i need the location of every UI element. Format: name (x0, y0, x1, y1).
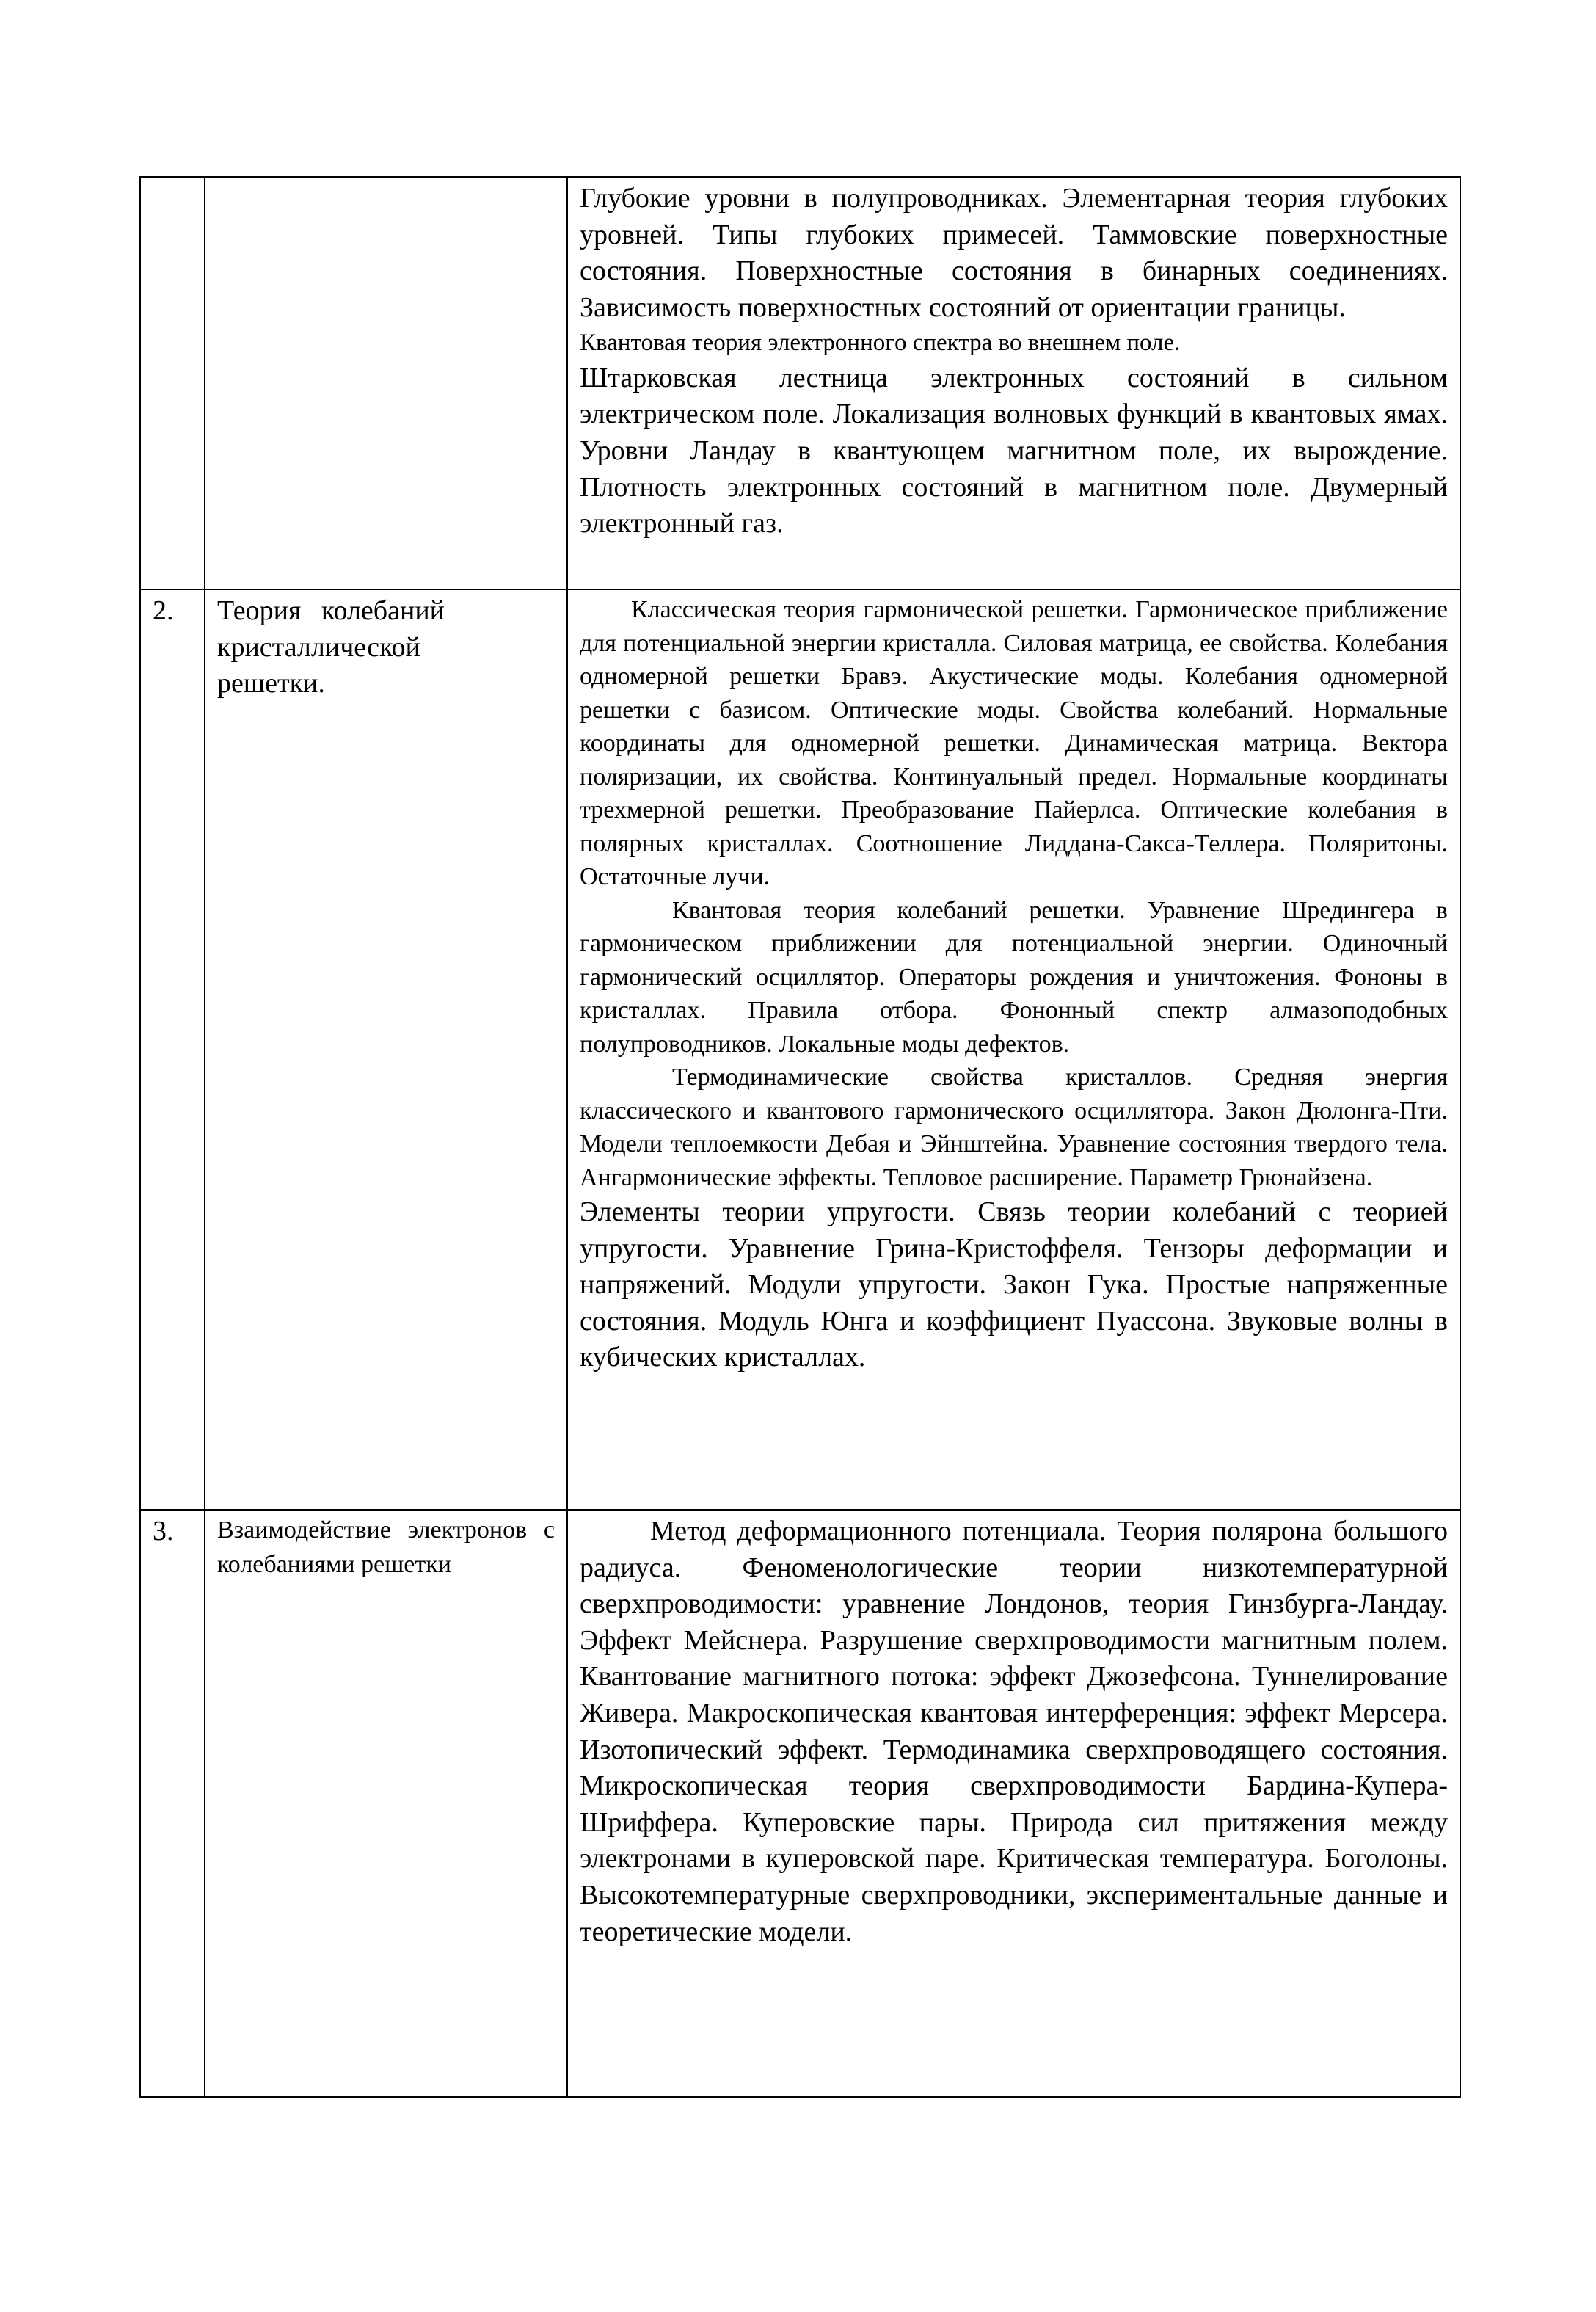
topic-title-text: Теория колебаний кристаллической решетки. (217, 595, 445, 699)
content-paragraph: Элементы теории упругости. Связь теории колебаний с теорией упругости. Уравнение Грина-Кристоффеля. Тензоры деформации и напряжений. Модули упругости. Закон Гука. Простые напряженные состояния. Модуль Юнга и коэффициент Пуассона. Звуковые волны в кубических кристаллах. (580, 1196, 1448, 1373)
row-number: 3. (140, 1510, 205, 2097)
content-paragraph: Квантовая теория электронного спектра во внешнем поле. (580, 330, 1181, 357)
row-number: 2. (140, 589, 205, 1510)
content-paragraph: Классическая теория гармонической решетки. Гармоническое приближение для потенциальной энергии кристалла. Силовая матрица, ее свойства. Колебания одномерной решетки Бравэ. Акустические моды. Колебания одномерной решетки с базисом. Оптические моды. Свойства колебаний. Нормальные координаты для одномерной решетки. Динамическая матрица. Вектора поляризации, их свойства. Континуальный предел. Нормальные координаты трехмерной решетки. Преобразование Пайерлса. Оптические колебания в полярных кристаллах. Соотношение Лиддана-Сакса-Теллера. Поляритоны. Остаточные лучи. (580, 596, 1448, 890)
content-paragraph: Метод деформационного потенциала. Теория полярона большого радиуса. Феноменологические теории низкотемпературной сверхпроводимости: уравнение Лондонов, теория Гинзбурга-Ландау. Эффект Мейснера. Разрушение сверхпроводимости магнитным полем. Квантование магнитного потока: эффект Джозефсона. Туннелирование Живера. Макроскопическая квантовая интерференция: эффект Мерсера. Изотопический эффект. Термодинамика сверхпроводящего состояния. Микроскопическая теория сверхпроводимости Бардина-Купера-Шриффера. Куперовские пары. Природа сил притяжения между электронами в куперовской паре. Критическая температура. Боголоны. Высокотемпературные сверхпроводники, экспериментальные данные и теоретические модели. (580, 1516, 1448, 1947)
table-row (140, 177, 1460, 589)
content-paragraph: Термодинамические свойства кристаллов. Средняя энергия классического и квантового гармонического осциллятора. Закон Дюлонга-Пти. Модели теплоемкости Дебая и Эйнштейна. Уравнение состояния твердого тела. Ангармонические эффекты. Тепловое расширение. Параметр Грюнайзена. (580, 1064, 1448, 1191)
table-row (140, 1510, 1460, 2097)
row-number (140, 177, 205, 589)
topic-title (205, 1510, 567, 2097)
topic-content (567, 1510, 1460, 2097)
topic-content (567, 589, 1460, 1510)
syllabus-table (139, 176, 1461, 2098)
topic-content (567, 177, 1460, 589)
topic-title (205, 589, 567, 1510)
topic-title-text: Взаимодействие электронов с колебаниями решетки (217, 1516, 555, 1578)
content-paragraph: Глубокие уровни в полупроводниках. Элементарная теория глубоких уровней. Типы глубоких примесей. Таммовские поверхностные состояния. Поверхностные состояния в бинарных соединениях. Зависимость поверхностных состояний от ориентации границы. (580, 183, 1448, 323)
content-paragraph: Квантовая теория колебаний решетки. Уравнение Шредингера в гармоническом приближении для потенциальной энергии. Одиночный гармонический осциллятор. Операторы рождения и уничтожения. Фононы в кристаллах. Правила отбора. Фононный спектр алмазоподобных полупроводников. Локальные моды дефектов. (580, 896, 1448, 1058)
topic-title (205, 177, 567, 589)
table-row (140, 589, 1460, 1510)
content-paragraph: Штарковская лестница электронных состояний в сильном электрическом поле. Локализация волновых функций в квантовых ямах. Уровни Ландау в квантующем магнитном поле, их вырождение. Плотность электронных состояний в магнитном поле. Двумерный электронный газ. (580, 362, 1448, 539)
